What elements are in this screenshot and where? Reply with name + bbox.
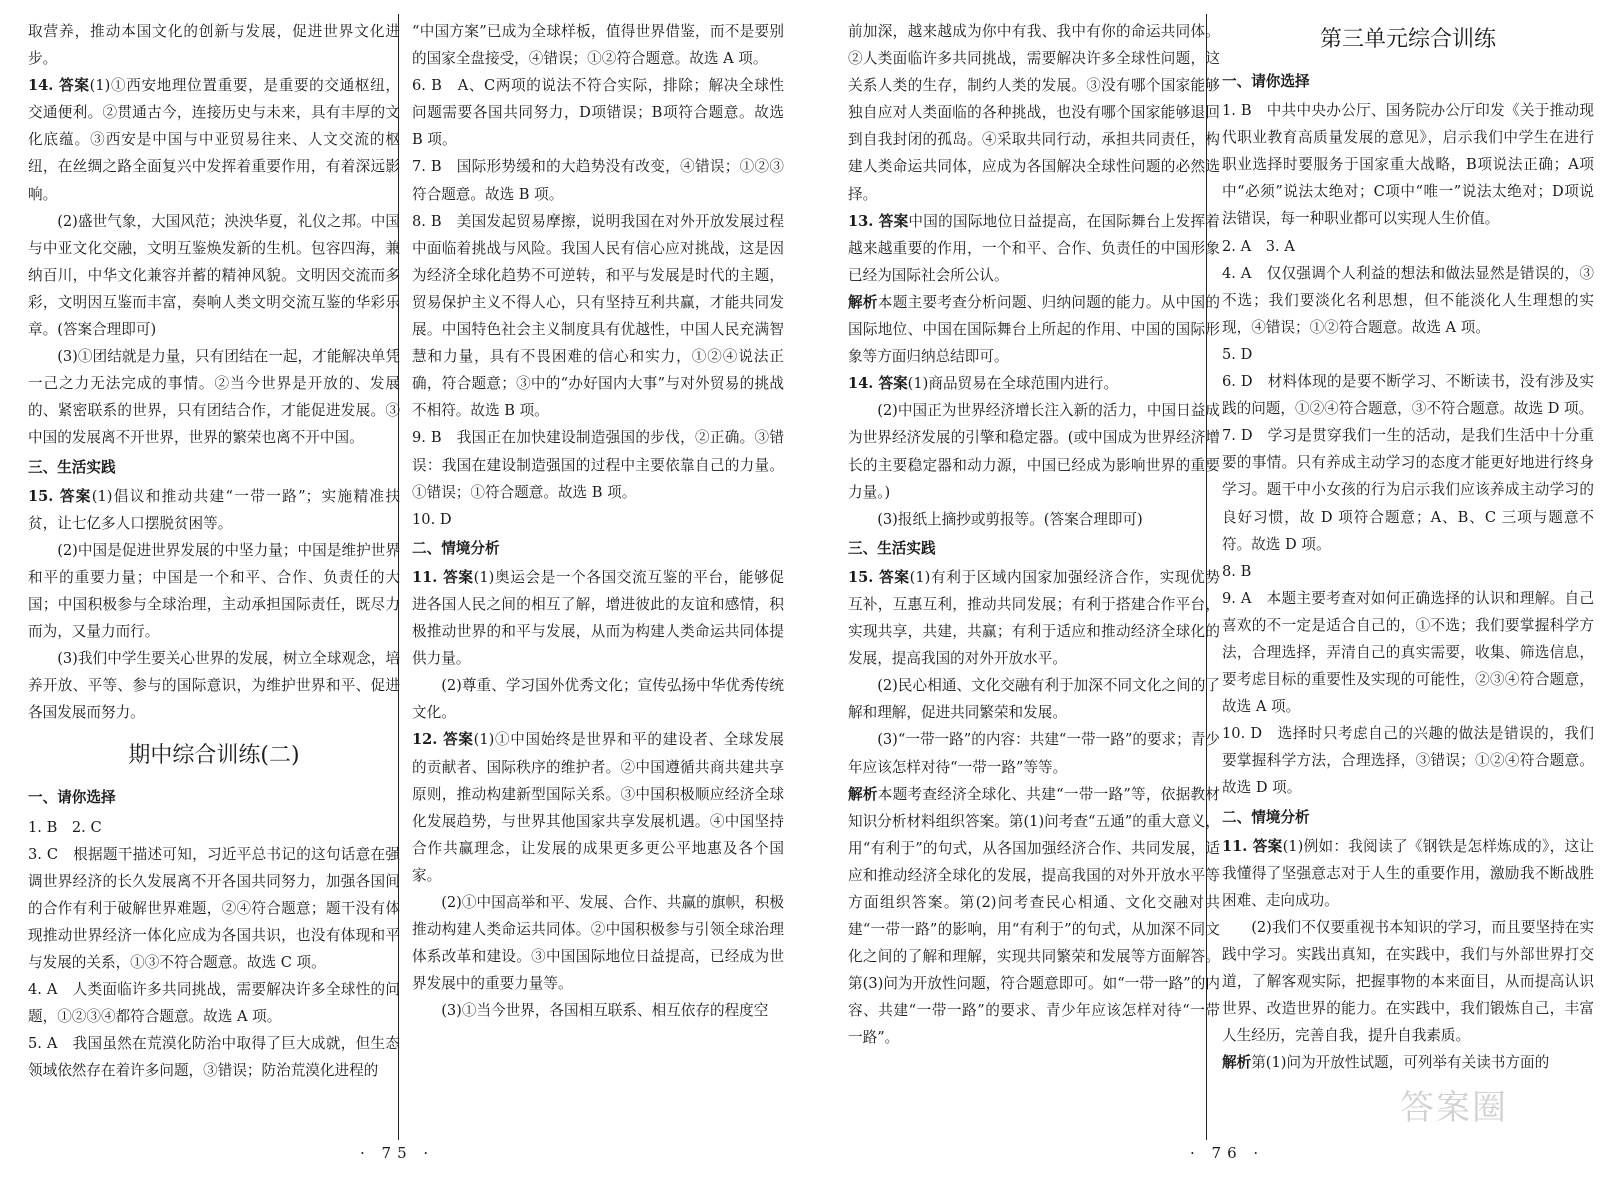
answer-label: 15. 答案: [848, 568, 910, 586]
answer-label: 11. 答案: [412, 568, 474, 586]
paragraph: (2)我们不仅要重视书本知识的学习，而且要坚持在实践中学习。实践出真知，在实践中，我们与外部世界打交道，了解客观实际，把握事物的本来面目，从而提高认识世界、改造世界的能力。在实践中，我们锻炼自己，丰富人生经历，完善自我，提升自我素质。: [1222, 918, 1594, 1045]
answer-11: [1222, 833, 1594, 914]
answer-14: [848, 370, 1220, 397]
answer-item: 6. D 材料体现的是要不断学习、不断读书，没有涉及实践的问题，①②④符合题意，③不符合题意。故选 D 项。: [1222, 373, 1594, 418]
answer-item: 8. B: [1222, 562, 1252, 580]
column-1: [28, 18, 400, 1136]
answer-label: 14. 答案: [848, 375, 908, 393]
answer-text: (1)奥运会是一个各国交流互鉴的平台，能够促进各国人民之间的相互了解，增进彼此的友谊和感情，积极推动世界的和平与发展，从而为构建人类命运共同体提供力量。: [412, 568, 784, 668]
answer-item: 10. D 选择时只考虑自己的兴趣的做法是错误的，我们要掌握科学方法，合理选择，③错误；①②④符合题意。故选 D 项。: [1222, 725, 1594, 797]
paragraph: (3)①当今世界，各国相互联系、相互依存的程度空: [441, 1002, 769, 1020]
answer-12: [412, 726, 784, 889]
section-heading: 二、情境分析: [412, 539, 500, 557]
analysis-13: [848, 289, 1220, 370]
answer-item: 2. A 3. A: [1222, 237, 1295, 255]
page-number-left: · 75 ·: [360, 1144, 435, 1162]
column-2: [412, 18, 784, 1136]
answer-item: 8. B 美国发起贸易摩擦，说明我国在对外开放发展过程中面临着挑战与风险。我国人民有信心应对挑战，这是因为经济全球化趋势不可逆转，和平与发展是时代的主题，贸易保护主义不得人心，只有坚持互利共赢，才能共同发展。中国特色社会主义制度具有优越性，中国人民充满智慧和力量，具有不畏困难的信心和实力，①②④说法正确，符合题意；③中的“办好国内大事”与对外贸易的挑战不相符。故选 B 项。: [412, 212, 784, 420]
answer-text: (1)①西安地理位置重要，是重要的交通枢纽，交通便利。②贯通古今，连接历史与未来，具有丰厚的文化底蕴。③西安是中国与中亚贸易往来、人文交流的枢纽，在丝绸之路全面复兴中发挥着重要作用，有着深远影响。: [28, 77, 400, 203]
paragraph: (2)中国是促进世界发展的中坚力量；中国是维护世界和平的重要力量；中国是一个和平、合作、负责任的大国；中国积极参与全球治理，主动承担国际责任，既尽力而为，又量力而行。: [28, 541, 400, 641]
analysis-15: [848, 781, 1220, 1052]
answer-15: [848, 564, 1220, 672]
paragraph: 前加深，越来越成为你中有我、我中有你的命运共同体。②人类面临许多共同挑战，需要解决许多全球性问题，这关系人类的生存，制约人类的发展。③没有哪个国家能够独自应对人类面临的各种挑战，也没有哪个国家能够退回到自我封闭的孤岛。④采取共同行动，承担共同责任，构建人类命运共同体，应成为各国解决全球性问题的必然选择。: [848, 23, 1220, 203]
paragraph: (3)“一带一路”的内容：共建“一带一路”的要求；青少年应该怎样对待“一带一路”等等。: [848, 731, 1220, 776]
answer-text: 中国的国际地位日益提高，在国际舞台上发挥着越来越重要的作用，一个和平、合作、负责任的中国形象已经为国际社会所公认。: [848, 212, 1220, 284]
section-title: 期中综合训练(二): [128, 743, 300, 769]
column-divider: [1206, 14, 1207, 1140]
analysis-label: 解析: [1222, 1054, 1252, 1072]
column-4: [1222, 18, 1594, 1136]
section-heading: 一、请你选择: [28, 789, 116, 807]
answer-item: 7. D 学习是贯穿我们一生的活动，是我们生活中十分重要的事情。只有养成主动学习的态度才能更好地进行终身学习。题干中小女孩的行为启示我们应该养成主动学习的良好习惯，故 D 项符合题意；A、B、C 三项与题意不符。故选 D 项。: [1222, 427, 1594, 553]
section-heading: 二、情境分析: [1222, 808, 1310, 826]
paragraph: (3)①团结就是力量，只有团结在一起，才能解决单凭一己之力无法完成的事情。②当今世界是开放的、发展的、紧密联系的世界，只有团结合作，才能促进发展。③中国的发展离不开世界，世界的繁荣也离不开中国。: [28, 348, 400, 447]
analysis-11: [1222, 1049, 1594, 1076]
paragraph: 取营养，推动本国文化的创新与发展，促进世界文化进步。: [28, 23, 400, 68]
column-divider: [398, 14, 399, 1140]
answer-item: 3. C 根据题干描述可知，习近平总书记的这句话意在强调世界经济的长久发展离不开各国共同努力，加强各国间的合作有利于破解世界难题，②④符合题意；题干没有体现推动世界经济一体化应成为各国共识，也没有体现和平与发展的关系，①③不符合题意。故选 C 项。: [28, 845, 400, 971]
answer-item: 4. A 仅仅强调个人利益的想法和做法显然是错误的，③不选；我们要淡化名利思想，但不能淡化人生理想的实现，④错误；①②符合题意。故选 A 项。: [1222, 264, 1594, 336]
answer-item: 4. A 人类面临许多共同挑战，需要解决许多全球性的问题，①②③④都符合题意。故选 A 项。: [28, 981, 400, 1026]
answer-item: 9. A 本题主要考查对如何正确选择的认识和理解。自己喜欢的不一定是适合自己的，①不选；我们要掌握科学方法，合理选择，弄清自己的真实需要，收集、筛选信息，要考虑目标的重要性及实现的可能性，②③④符合题意，故选 A 项。: [1222, 589, 1594, 716]
paragraph: (3)报纸上摘抄或剪报等。(答案合理即可): [877, 510, 1143, 528]
answer-text: (1)①中国始终是世界和平的建设者、全球发展的贡献者、国际秩序的维护者。②中国遵循共商共建共享原则，推动构建新型国际关系。③中国积极顺应经济全球化发展趋势，与世界其他国家共享发展机遇。④中国坚持合作共赢理念，让发展的成果更多更公平地惠及各个国家。: [412, 731, 784, 884]
paragraph: (2)①中国高举和平、发展、合作、共赢的旗帜，积极推动构建人类命运共同体。②中国积极参与引领全球治理体系改革和建设。③中国国际地位日益提高，已经成为世界发展中的重要力量等。: [412, 894, 784, 993]
section-heading: 一、请你选择: [1222, 73, 1310, 90]
answer-item: 7. B 国际形势缓和的大趋势没有改变，④错误；①②③符合题意。故选 B 项。: [412, 158, 784, 203]
section-title: 第三单元综合训练: [1319, 27, 1496, 52]
answer-item: 5. A 我国虽然在荒漠化防治中取得了巨大成就，但生态领域依然存在着许多问题，③错误；防治荒漠化进程的: [28, 1035, 400, 1080]
answer-text: (1)有利于区域内国家加强经济合作，实现优势互补，互惠互利，推动共同发展；有利于搭建合作平台，实现共享，共建，共赢；有利于适应和推动经济全球化的发展，提高我国的对外开放水平。: [848, 568, 1220, 668]
section-heading: 三、生活实践: [28, 458, 116, 476]
answer-label: 13. 答案: [848, 212, 909, 230]
answer-text: (1)倡议和推动共建“一带一路”；实施精准扶贫，让七亿多人口摆脱贫困等。: [28, 487, 400, 532]
analysis-label: 解析: [848, 785, 878, 803]
paragraph: (2)中国正为世界经济增长注入新的活力，中国日益成为世界经济发展的引擎和稳定器。(或中国成为世界经济增长的主要稳定器和动力源，中国已经成为影响世界的重要力量。): [848, 402, 1220, 501]
answer-item: 5. D: [1222, 345, 1253, 363]
answer-item: 9. B 我国正在加快建设制造强国的步伐，②正确。③错误：我国在建设制造强国的过程中主要依靠自己的力量。①错误；①符合题意。故选 B 项。: [412, 429, 784, 501]
answer-13: [848, 208, 1220, 289]
paragraph: “中国方案”已成为全球样板，值得世界借鉴，而不是要别的国家全盘接受，④错误；①②符合题意。故选 A 项。: [412, 23, 784, 68]
analysis-text: 第(1)问为开放性试题，可列举有关读书方面的: [1251, 1054, 1550, 1072]
answer-label: 11. 答案: [1222, 837, 1283, 855]
analysis-text: 本题主要考查分析问题、归纳问题的能力。从中国的国际地位、中国在国际舞台上所起的作用、中国的国际形象等方面归纳总结即可。: [848, 293, 1220, 366]
paragraph: (2)民心相通、文化交融有利于加深不同文化之间的了解和理解，促进共同繁荣和发展。: [848, 677, 1220, 722]
answer-text: (1)例如：我阅读了《钢铁是怎样炼成的》，这让我懂得了坚强意志对于人生的重要作用，激励我不断战胜困难、走向成功。: [1222, 837, 1594, 909]
paragraph: (2)盛世气象，大国风范；泱泱华夏，礼仪之邦。中国与中亚文化交融，文明互鉴焕发新的生机。包容四海，兼纳百川，中华文化兼容并蓄的精神风貌。文明因交流而多彩，文明因互鉴而丰富，奏响人类文明交流互鉴的华彩乐章。(答案合理即可): [28, 212, 400, 339]
paragraph: (2)尊重、学习国外优秀文化；宣传弘扬中华优秀传统文化。: [412, 677, 784, 722]
section-heading: 三、生活实践: [848, 539, 936, 557]
column-3: [848, 18, 1220, 1136]
answer-text: (1)商品贸易在全球范围内进行。: [907, 375, 1119, 393]
answer-label: 14. 答案: [28, 77, 90, 95]
analysis-label: 解析: [848, 293, 878, 311]
answer-label: 12. 答案: [412, 731, 474, 749]
answer-item: 10. D: [412, 510, 452, 528]
answer-15: [28, 483, 400, 537]
answer-item: 6. B A、C两项的说法不符合实际，排除；解决全球性问题需要各国共同努力，D项错误；B项符合题意。故选 B 项。: [412, 77, 784, 149]
watermark-logo: 答案圈: [1400, 1088, 1508, 1128]
answer-item: 1. B 中共中央办公厅、国务院办公厅印发《关于推动现代职业教育高质量发展的意见》，启示我们中学生在进行职业选择时要服务于国家重大战略，B项说法正确；A项中“必须”说法太绝对；C项中“唯一”说法太绝对；D项说法错误，每一种职业都可以实现人生价值。: [1222, 102, 1594, 228]
paragraph: (3)我们中学生要关心世界的发展，树立全球观念，培养开放、平等、参与的国际意识，为维护世界和平、促进各国发展而努力。: [28, 650, 400, 722]
page-number-right: · 76 ·: [1190, 1144, 1265, 1162]
answer-label: 15. 答案: [28, 487, 92, 505]
answer-14: [28, 72, 400, 207]
answer-11: [412, 564, 784, 672]
answer-item: 1. B 2. C: [28, 818, 102, 836]
analysis-text: 本题考查经济全球化、共建“一带一路”等，依据教材知识分析材料组织答案。第(1)问考查“五通”的重大意义，用“有利于”的句式，从各国加强经济合作、共同发展，适应和推动经济全球化的发展，提高我国的对外开放水平等方面组织答案。第(2)问考查民心相通、文化交融对共建“一带一路”的影响，用“有利于”的句式，从加深不同文化之间的了解和理解，实现共同繁荣和发展等方面解答。第(3)问为开放性问题，符合题意即可。如“一带一路”的内容、共建“一带一路”的要求、青少年应该怎样对待“一带一路”。: [848, 785, 1220, 1047]
